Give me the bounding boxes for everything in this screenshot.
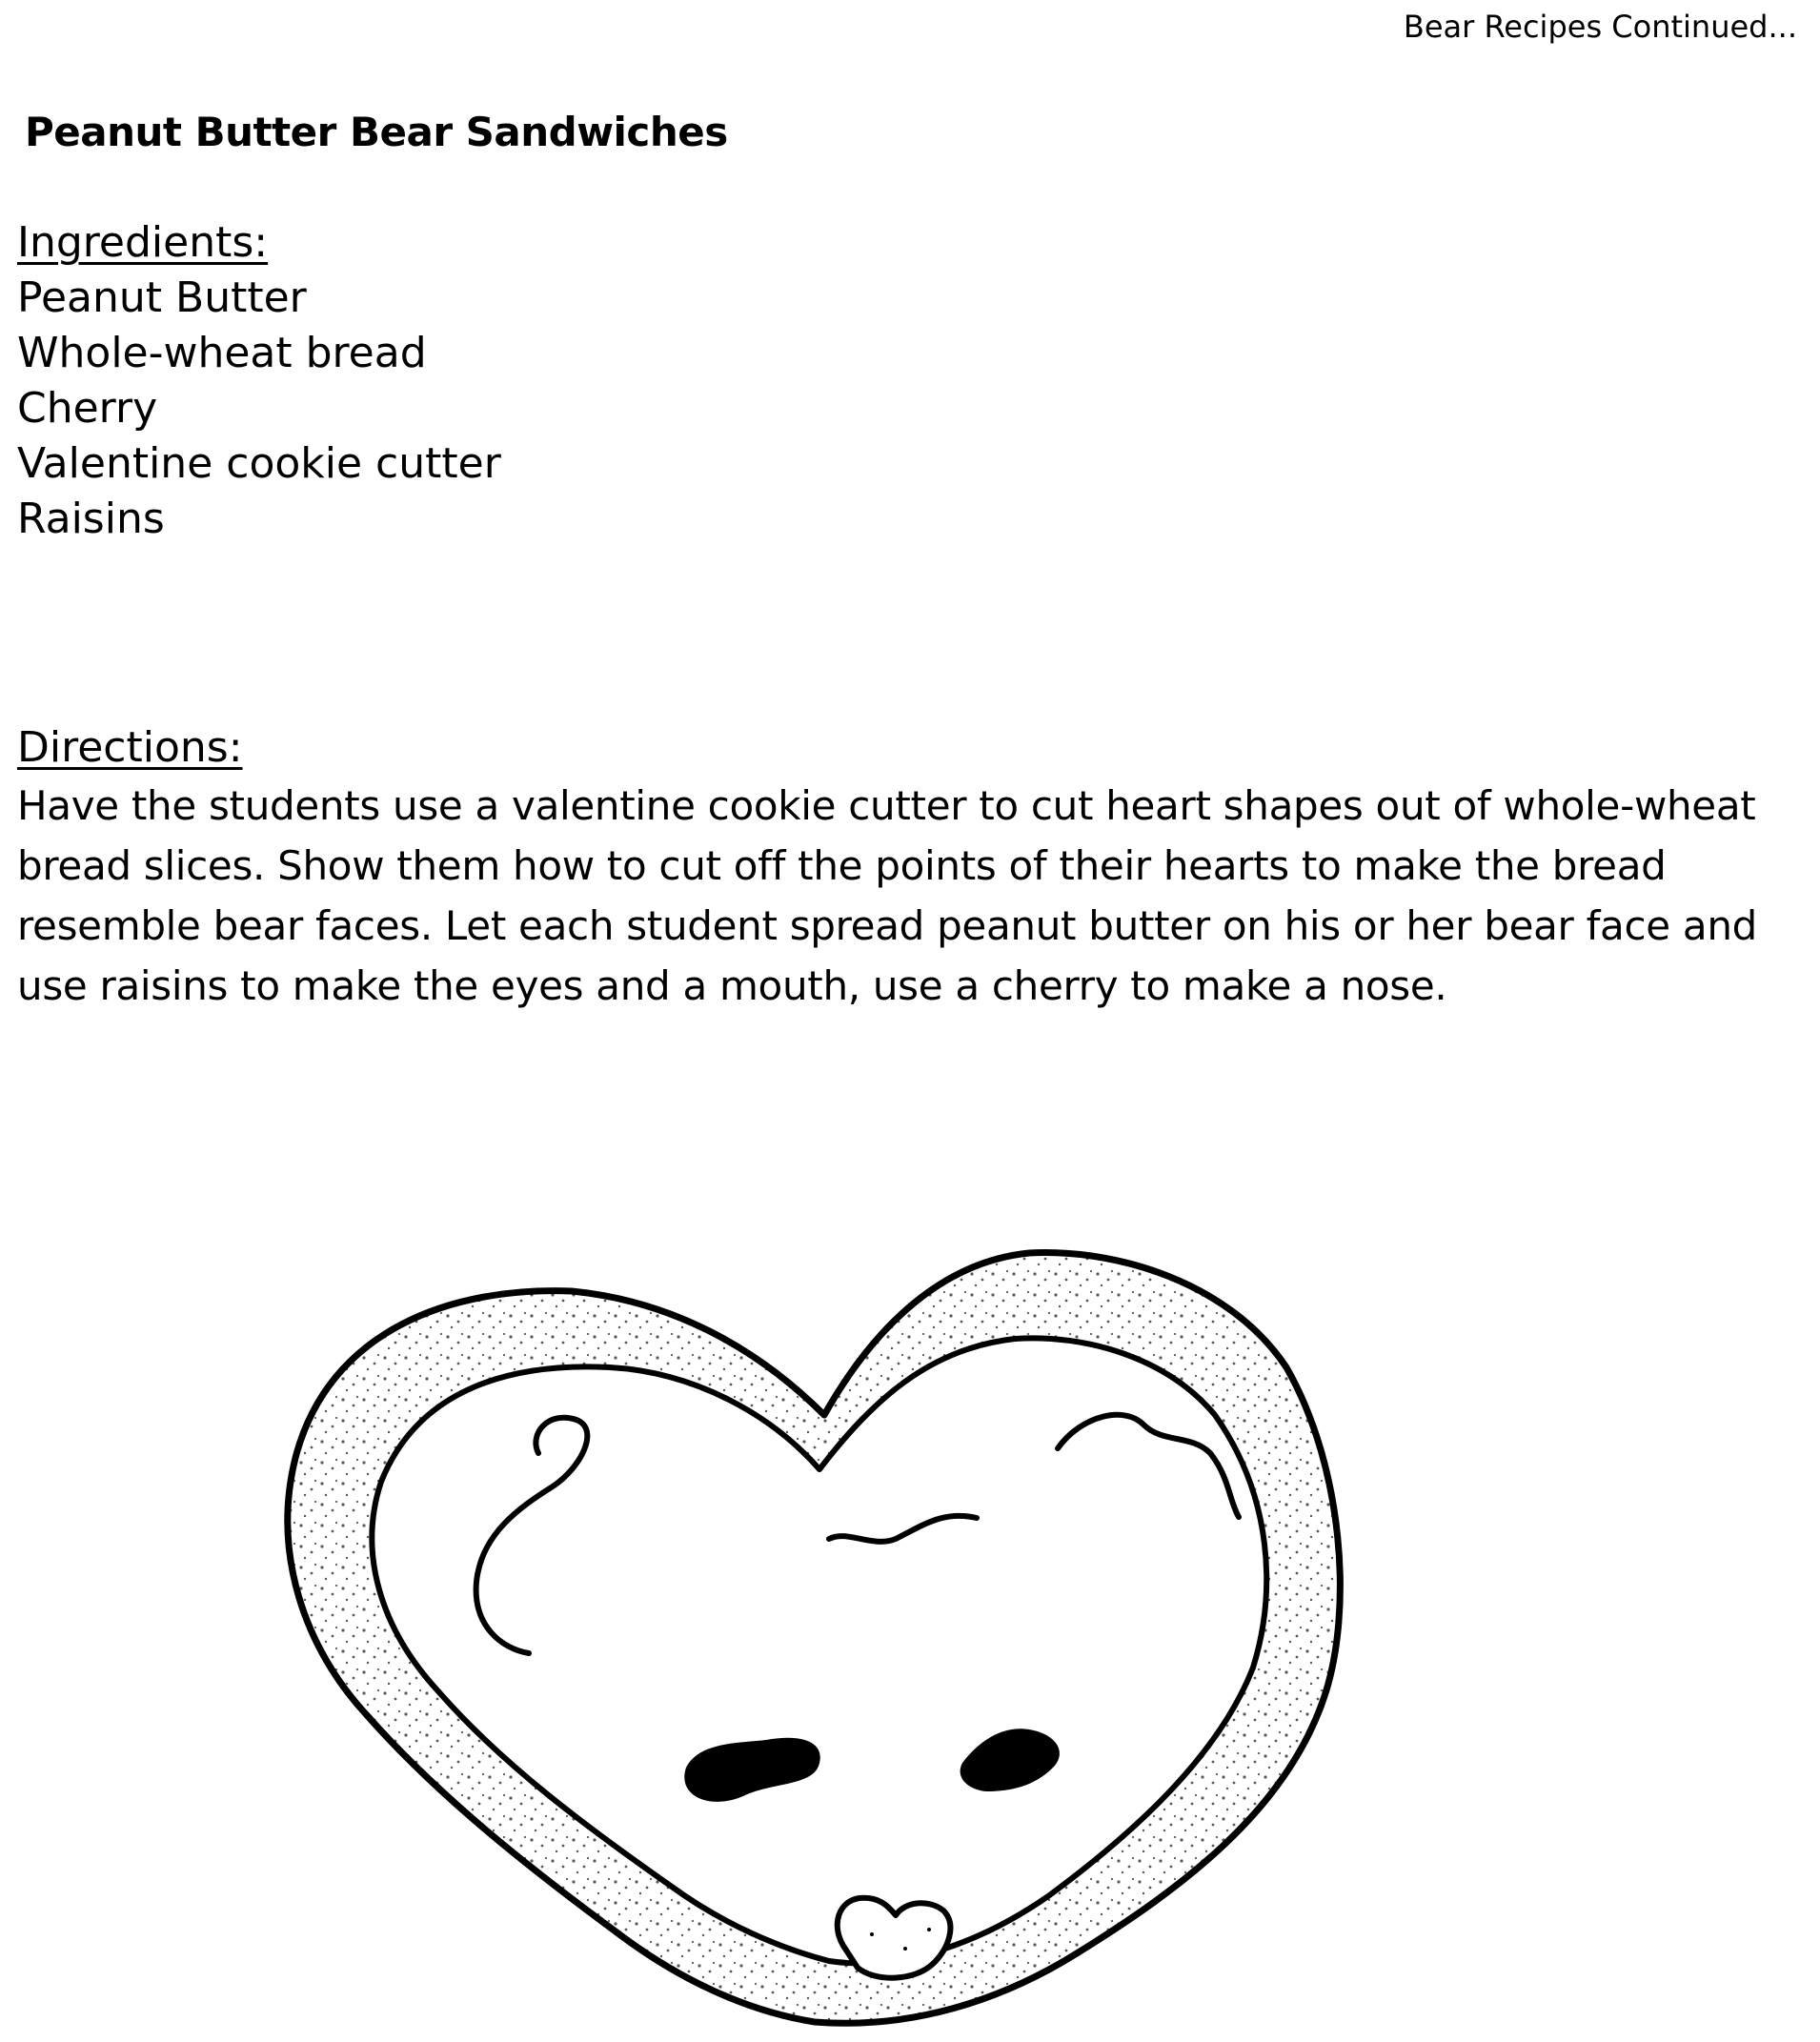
directions-text: Have the students use a valentine cookie cutter to cut heart shapes out of whole-wheat bread slices. Show them how to cut off the points of their hearts to make the bread resemble bear faces. Let each student spread peanut butter on his or her bear face and use raisins to make the eyes and a mouth, use a cherry to make a nose.	[17, 782, 1757, 1009]
running-header: Bear Recipes Continued...	[1403, 9, 1797, 45]
recipe-title: Peanut Butter Bear Sandwiches	[25, 109, 728, 155]
ingredients-list	[17, 271, 501, 547]
ingredient-item: Peanut Butter	[17, 273, 307, 322]
ingredients-heading: Ingredients:	[17, 218, 269, 267]
ingredient-item: Whole-wheat bread	[17, 329, 427, 377]
ingredient-item: Cherry	[17, 384, 158, 433]
heart-bear-face-sandwich-icon	[276, 1248, 1391, 2039]
directions-heading: Directions:	[17, 723, 243, 772]
ingredient-item: Raisins	[17, 495, 165, 543]
ingredient-item: Valentine cookie cutter	[17, 439, 501, 488]
